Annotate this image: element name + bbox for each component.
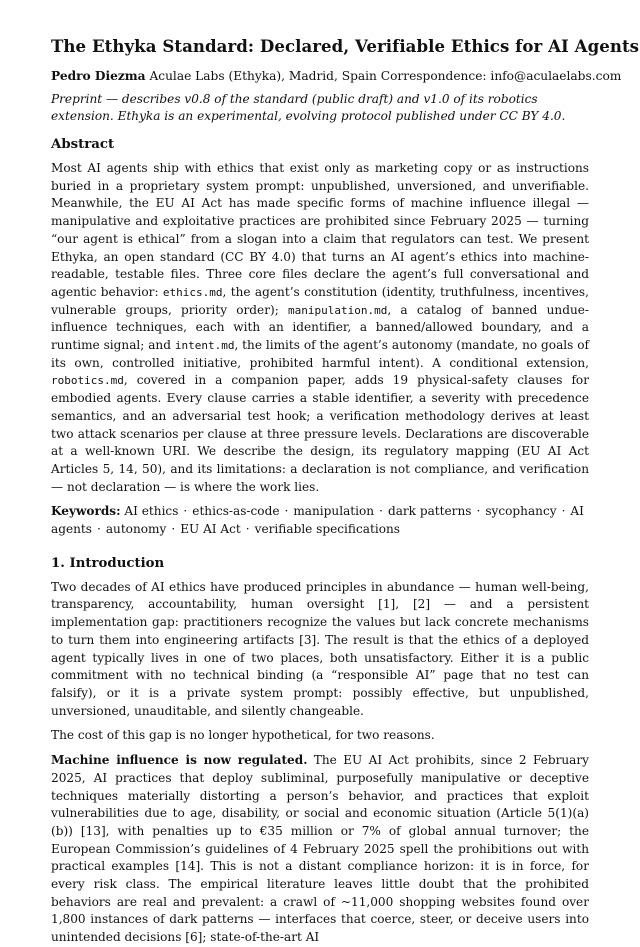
keywords [51, 503, 589, 538]
keyword-separator: · [183, 504, 188, 519]
keyword-item: ethics-as-code [192, 504, 280, 519]
keyword-separator: · [284, 504, 289, 519]
keyword-separator: · [171, 522, 176, 537]
abstract-text-segment: , the limits of the agent’s autonomy (mandate, no goals of its own, controlled initiative, prohibited harmful intent). A conditional extension, [51, 338, 589, 370]
abstract-text-segment: , covered in a companion paper, adds 19 physical-safety clauses for embodied agents. Every clause carries a stable identifier, a severity with precedence semantics, and an adversarial test hook; a verification methodology derives at least two attack scenarios per clause at three pressure levels. Declarations are discoverable at a well-known URI. We describe the design, its regulatory mapping (EU AI Act Articles 5, 14, 50), and its limitations: a declaration is not compliance, and verification — not declaration — is where the work lies. [51, 373, 589, 494]
intro-paragraph-1: Two decades of AI ethics have produced principles in abundance — human well-being, transparency, accountability, human oversight [1], [2] — and a persistent implementation gap: practitioners recognize the values but lack concrete mechanisms to turn them into engineering artifacts [3]. The result is that the ethics of a deployed agent typically lives in one of two places, both unsatisfactory. Either it is a public commitment with no technical binding (a “responsible AI” page that no test can falsify), or it is a private system prompt: possibly effective, but unpublished, unversioned, unauditable, and silently changeable. [51, 579, 589, 718]
abstract-code-ethics-md: ethics.md [162, 285, 223, 299]
abstract-heading: Abstract [51, 137, 115, 152]
keyword-item: sycophancy [485, 504, 557, 519]
intro-paragraph-3-body: The EU AI Act prohibits, since 2 February 2025, AI practices that deploy subliminal, purposefully manipulative or deceptive techniques materially distorting a person’s behavior, and practices that exploit vulnerabilities due to age, disability, or social and economic situation (Article 5(1)(a)(b)) [13], with penalties up to €35 million or 7% of global annual turnover; the European Commission’s guidelines of 4 February 2025 spell the prohibitions out with practical examples [14]. This is not a distant compliance horizon: it is in force, for every risk class. The empirical literature leaves little doubt that the prohibited behaviors are real and prevalent: a crawl of ~11,000 shopping websites found over 1,800 instances of dark patterns — interfaces that coerce, steer, or deceive users into unintended decisions [6]; state-of-the-art AI [51, 753, 589, 945]
keyword-separator: · [561, 504, 566, 519]
intro-paragraph-2: The cost of this gap is no longer hypothetical, for two reasons. [51, 728, 435, 743]
keyword-item: dark patterns [387, 504, 472, 519]
keyword-item: autonomy [105, 522, 167, 537]
author-name: Pedro Diezma [51, 69, 146, 83]
author-line [51, 69, 622, 83]
abstract-code-intent-md: intent.md [174, 339, 235, 353]
keyword-separator: · [476, 504, 481, 519]
abstract-code-robotics-md: robotics.md [51, 374, 124, 388]
preprint-note: Preprint — describes v0.8 of the standard (public draft) and v1.0 of its robotics extension. Ethyka is an experimental, evolving protocol published under CC BY 4.0. [51, 92, 566, 123]
keywords-label: Keywords: [51, 504, 121, 519]
abstract-text [51, 160, 589, 496]
abstract-text-segment: Most AI agents ship with ethics that exist only as marketing copy or as instructions buried in a proprietary system prompt: unpublished, unversioned, and unverifiable. Meanwhile, the EU AI Act has made specific forms of machine influence illegal — manipulative and exploitative practices are prohibited since February 2025 — turning “our agent is ethical” from a slogan into a claim that regulators can test. We present Ethyka, an open standard (CC BY 4.0) that turns an AI agent’s ethics into machine-readable, testable files. Three core files declare the agent’s full conversational and agentic behavior: [51, 161, 589, 299]
keyword-separator: · [245, 522, 250, 537]
keyword-item: EU AI Act [180, 522, 241, 537]
intro-paragraph-3 [51, 752, 589, 947]
intro-paragraph-3-lead: Machine influence is now regulated. [51, 753, 308, 768]
abstract-code-manipulation-md: manipulation.md [288, 303, 388, 317]
keyword-item: manipulation [293, 504, 375, 519]
abstract-text-segment: , the agent’s constitution (identity, truthfulness, incentives, vulnerable groups, priority order); [51, 284, 589, 317]
section-heading-introduction: 1. Introduction [51, 555, 165, 571]
author-affiliation: Aculae Labs (Ethyka), Madrid, Spain Correspondence: info@aculaelabs.com [149, 69, 622, 83]
keyword-item: AI agents [51, 504, 584, 537]
keyword-item: AI ethics [124, 504, 179, 519]
keyword-separator: · [379, 504, 383, 519]
keyword-item: verifiable specifications [254, 522, 400, 537]
abstract-text-segment: , a catalog of banned undue-influence techniques, each with an identifier, a banned/allowed boundary, and a runtime signal; and [51, 302, 589, 353]
paper-title: The Ethyka Standard: Declared, Verifiable Ethics for AI Agents [51, 36, 640, 56]
keyword-separator: · [96, 522, 101, 537]
